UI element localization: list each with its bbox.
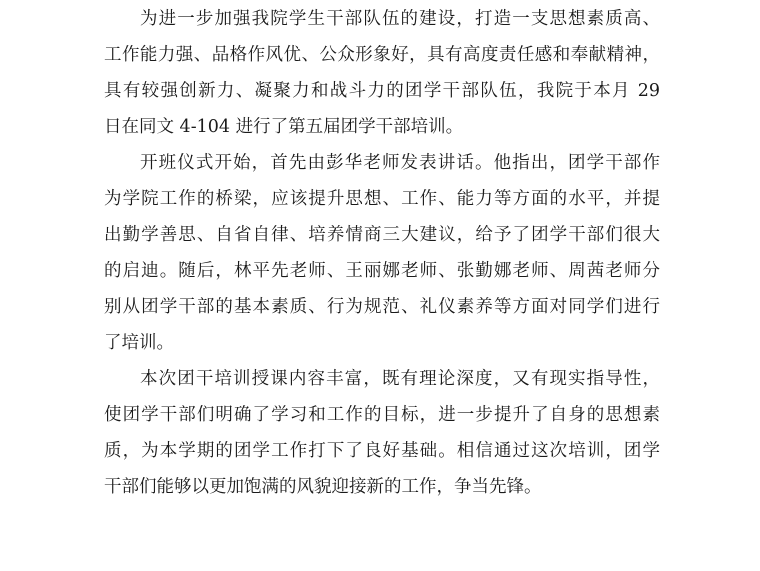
text-line: 为进一步加强我院学生干部队伍的建设，打造一支思想素质高、 — [140, 9, 660, 29]
text-line: 为学院工作的桥梁，应该提升思想、工作、能力等方面的水平，并提 — [104, 189, 660, 209]
text-line: 出勤学善思、自省自律、培养情商三大建议，给予了团学干部们很大 — [104, 225, 660, 245]
text-line: 本次团干培训授课内容丰富，既有理论深度，又有现实指导性， — [140, 369, 660, 389]
paragraph-opening-ceremony — [104, 145, 660, 361]
paragraph-conclusion — [104, 361, 660, 505]
text-line: 具有较强创新力、凝聚力和战斗力的团学干部队伍，我院于本月 29 — [104, 81, 660, 101]
text-line: 使团学干部们明确了学习和工作的目标，进一步提升了自身的思想素 — [104, 405, 660, 425]
text-line: 工作能力强、品格作风优、公众形象好，具有高度责任感和奉献精神， — [104, 45, 660, 65]
text-line: 质，为本学期的团学工作打下了良好基础。相信通过这次培训，团学 — [104, 441, 660, 461]
text-line: 了培训。 — [104, 333, 174, 353]
text-line: 日在同文 4-104 进行了第五届团学干部培训。 — [104, 117, 464, 137]
paragraph-intro — [104, 1, 660, 145]
text-line: 别从团学干部的基本素质、行为规范、礼仪素养等方面对同学们进行 — [104, 297, 660, 317]
document-body — [104, 1, 660, 505]
text-line: 干部们能够以更加饱满的风貌迎接新的工作，争当先锋。 — [104, 477, 542, 497]
text-line: 开班仪式开始，首先由彭华老师发表讲话。他指出，团学干部作 — [140, 153, 660, 173]
text-line: 的启迪。随后，林平先老师、王丽娜老师、张勤娜老师、周茜老师分 — [104, 261, 660, 281]
